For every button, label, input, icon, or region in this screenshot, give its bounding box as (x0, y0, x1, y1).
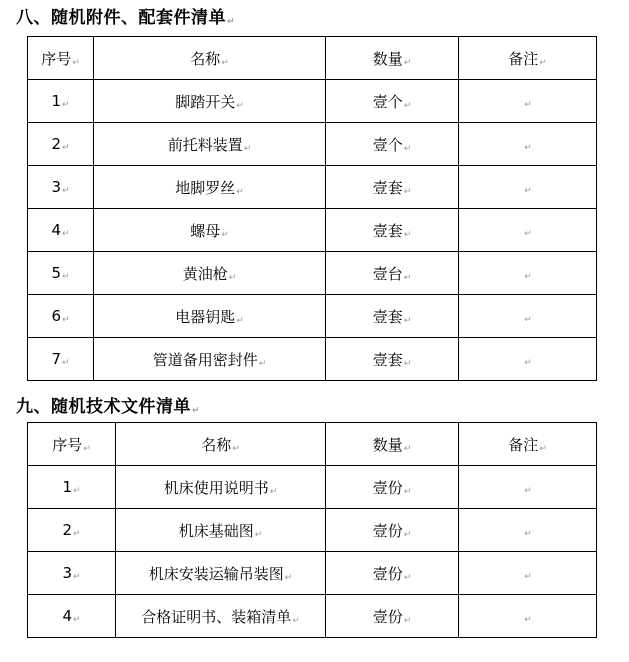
documents-row-no (28, 595, 116, 638)
documents-row-qty-text: 壹份 (372, 478, 403, 497)
accessories-row-name-text: 螺母 (190, 221, 221, 240)
accessories-header-remark-text: 备注 (508, 49, 539, 68)
paragraph-mark-icon: ↵ (524, 572, 532, 582)
accessories-row-name (94, 252, 326, 295)
documents-row-no-text: 1 (62, 478, 72, 496)
paragraph-mark-icon: ↵ (524, 358, 532, 368)
documents-row-name-text: 机床使用说明书 (163, 478, 269, 497)
paragraph-mark-icon: ↵ (221, 229, 229, 240)
accessories-row-no-text: 3 (51, 178, 61, 196)
documents-row-name (116, 552, 326, 595)
accessories-row-name-text: 脚踏开关 (175, 92, 236, 111)
accessories-row-qty (326, 295, 459, 338)
table-row (28, 466, 597, 509)
table-row (28, 123, 597, 166)
accessories-row-no (28, 338, 94, 381)
accessories-header-no-text: 序号 (41, 49, 72, 68)
accessories-header-no (28, 37, 94, 80)
accessories-row-remark (459, 209, 597, 252)
paragraph-mark-icon: ↵ (539, 443, 547, 454)
accessories-table (27, 36, 597, 381)
documents-row-remark (459, 552, 597, 595)
documents-header-row (28, 423, 597, 466)
paragraph-mark-icon: ↵ (73, 572, 81, 582)
documents-row-no-text: 2 (62, 521, 72, 539)
paragraph-mark-icon: ↵ (292, 615, 300, 626)
documents-row-qty (326, 595, 459, 638)
paragraph-mark-icon: ↵ (236, 186, 244, 197)
accessories-row-name-text: 黄油枪 (182, 264, 228, 283)
accessories-row-qty-text: 壹套 (372, 350, 403, 369)
table-row (28, 295, 597, 338)
accessories-row-no-text: 7 (51, 350, 61, 368)
paragraph-mark-icon: ↵ (62, 143, 70, 153)
accessories-row-name (94, 295, 326, 338)
paragraph-mark-icon: ↵ (403, 315, 412, 326)
accessories-row-no (28, 80, 94, 123)
accessories-row-qty-text: 壹台 (372, 264, 403, 283)
paragraph-mark-icon: ↵ (403, 529, 412, 540)
paragraph-mark-icon: ↵ (62, 100, 70, 110)
paragraph-mark-icon: ↵ (254, 529, 263, 540)
documents-row-qty-text: 壹份 (372, 521, 403, 540)
paragraph-mark-icon: ↵ (403, 186, 412, 197)
documents-header-no (28, 423, 116, 466)
accessories-row-qty-text: 壹个 (372, 92, 403, 111)
paragraph-mark-icon: ↵ (524, 315, 532, 325)
documents-header-no-text: 序号 (52, 435, 83, 454)
documents-row-name-text: 机床安装运输吊装图 (148, 564, 284, 583)
documents-row-qty-text: 壹份 (372, 564, 403, 583)
paragraph-mark-icon: ↵ (62, 358, 70, 368)
paragraph-mark-icon: ↵ (524, 615, 532, 625)
accessories-row-qty (326, 252, 459, 295)
accessories-row-remark (459, 123, 597, 166)
accessories-row-name-text: 电器钥匙 (175, 307, 236, 326)
paragraph-mark-icon: ↵ (72, 57, 80, 68)
paragraph-mark-icon: ↵ (403, 486, 412, 497)
accessories-row-name-text: 地脚罗丝 (175, 178, 236, 197)
accessories-header-name-text: 名称 (190, 49, 221, 68)
table-row (28, 509, 597, 552)
section-8-title (16, 3, 235, 28)
documents-row-name (116, 466, 326, 509)
paragraph-mark-icon: ↵ (524, 186, 532, 196)
paragraph-mark-icon: ↵ (232, 443, 240, 454)
accessories-row-qty-text: 壹套 (372, 307, 403, 326)
documents-header-name-text: 名称 (201, 435, 232, 454)
documents-header-remark-text: 备注 (508, 435, 539, 454)
paragraph-mark-icon: ↵ (83, 443, 91, 454)
accessories-row-name-text: 管道备用密封件 (152, 350, 258, 369)
documents-row-name (116, 509, 326, 552)
accessories-row-no-text: 6 (51, 307, 61, 325)
table-row (28, 252, 597, 295)
accessories-table-body (28, 37, 597, 381)
documents-row-qty (326, 552, 459, 595)
paragraph-mark-icon: ↵ (73, 486, 81, 496)
accessories-row-remark (459, 295, 597, 338)
technical-documents-table (27, 422, 597, 638)
table-row (28, 552, 597, 595)
accessories-row-qty (326, 338, 459, 381)
accessories-row-remark (459, 252, 597, 295)
accessories-row-qty (326, 80, 459, 123)
paragraph-mark-icon: ↵ (403, 358, 412, 369)
accessories-row-remark (459, 338, 597, 381)
accessories-row-no-text: 4 (51, 221, 61, 239)
documents-row-remark (459, 466, 597, 509)
paragraph-mark-icon: ↵ (236, 315, 244, 326)
paragraph-mark-icon: ↵ (403, 57, 412, 68)
accessories-header-name (94, 37, 326, 80)
paragraph-mark-icon: ↵ (524, 272, 532, 282)
paragraph-mark-icon: ↵ (73, 529, 81, 539)
paragraph-mark-icon: ↵ (403, 229, 412, 240)
table-row (28, 166, 597, 209)
paragraph-mark-icon: ↵ (243, 143, 252, 154)
documents-row-no (28, 509, 116, 552)
accessories-row-name (94, 209, 326, 252)
paragraph-mark-icon: ↵ (403, 143, 412, 154)
documents-header-name (116, 423, 326, 466)
paragraph-mark-icon: ↵ (524, 143, 532, 153)
paragraph-mark-icon: ↵ (62, 186, 70, 196)
accessories-row-no (28, 209, 94, 252)
accessories-row-name-text: 前托料装置 (167, 135, 243, 154)
paragraph-mark-icon: ↵ (403, 272, 412, 283)
paragraph-mark-icon: ↵ (403, 615, 412, 626)
paragraph-mark-icon: ↵ (221, 57, 229, 68)
documents-row-no (28, 552, 116, 595)
paragraph-mark-icon: ↵ (524, 100, 532, 110)
accessories-row-no-text: 5 (51, 264, 61, 282)
paragraph-mark-icon: ↵ (62, 229, 70, 239)
documents-header-qty-text: 数量 (372, 435, 403, 454)
paragraph-mark-icon: ↵ (539, 57, 547, 68)
section-9-title-text: 九、随机技术文件清单 (16, 397, 191, 417)
accessories-row-name (94, 80, 326, 123)
documents-row-qty (326, 466, 459, 509)
table-row (28, 80, 597, 123)
paragraph-mark-icon: ↵ (403, 100, 412, 111)
paragraph-mark-icon: ↵ (227, 17, 236, 27)
accessories-row-name (94, 123, 326, 166)
accessories-row-no-text: 1 (51, 92, 61, 110)
paragraph-mark-icon: ↵ (524, 529, 532, 539)
technical-documents-table-body (28, 423, 597, 638)
paragraph-mark-icon: ↵ (73, 615, 81, 625)
paragraph-mark-icon: ↵ (236, 100, 244, 111)
documents-row-no-text: 3 (62, 564, 72, 582)
documents-row-remark (459, 595, 597, 638)
accessories-row-no (28, 295, 94, 338)
accessories-row-remark (459, 80, 597, 123)
documents-row-qty-text: 壹份 (372, 607, 403, 626)
accessories-header-row (28, 37, 597, 80)
documents-row-qty (326, 509, 459, 552)
section-9-title (16, 392, 200, 417)
paragraph-mark-icon: ↵ (403, 443, 412, 454)
documents-row-name-text: 合格证明书、装箱清单 (141, 607, 292, 626)
paragraph-mark-icon: ↵ (284, 572, 293, 583)
section-8-title-text: 八、随机附件、配套件清单 (16, 8, 226, 28)
accessories-row-no (28, 123, 94, 166)
paragraph-mark-icon: ↵ (192, 406, 201, 416)
accessories-row-qty (326, 123, 459, 166)
accessories-row-no (28, 252, 94, 295)
documents-row-no-text: 4 (62, 607, 72, 625)
accessories-row-qty (326, 166, 459, 209)
accessories-row-remark (459, 166, 597, 209)
accessories-header-qty (326, 37, 459, 80)
documents-header-remark (459, 423, 597, 466)
accessories-row-name (94, 338, 326, 381)
table-row (28, 338, 597, 381)
paragraph-mark-icon: ↵ (258, 358, 267, 369)
table-row (28, 595, 597, 638)
documents-row-name (116, 595, 326, 638)
documents-row-name-text: 机床基础图 (178, 521, 254, 540)
paragraph-mark-icon: ↵ (228, 272, 237, 283)
accessories-row-qty (326, 209, 459, 252)
paragraph-mark-icon: ↵ (62, 315, 70, 325)
accessories-header-remark (459, 37, 597, 80)
table-row (28, 209, 597, 252)
accessories-row-no (28, 166, 94, 209)
paragraph-mark-icon: ↵ (524, 486, 532, 496)
paragraph-mark-icon: ↵ (62, 272, 70, 282)
accessories-row-qty-text: 壹套 (372, 221, 403, 240)
paragraph-mark-icon: ↵ (269, 486, 278, 497)
accessories-row-qty-text: 壹个 (372, 135, 403, 154)
accessories-header-qty-text: 数量 (372, 49, 403, 68)
paragraph-mark-icon: ↵ (403, 572, 412, 583)
accessories-row-no-text: 2 (51, 135, 61, 153)
documents-row-remark (459, 509, 597, 552)
documents-row-no (28, 466, 116, 509)
accessories-row-name (94, 166, 326, 209)
documents-header-qty (326, 423, 459, 466)
accessories-row-qty-text: 壹套 (372, 178, 403, 197)
paragraph-mark-icon: ↵ (524, 229, 532, 239)
